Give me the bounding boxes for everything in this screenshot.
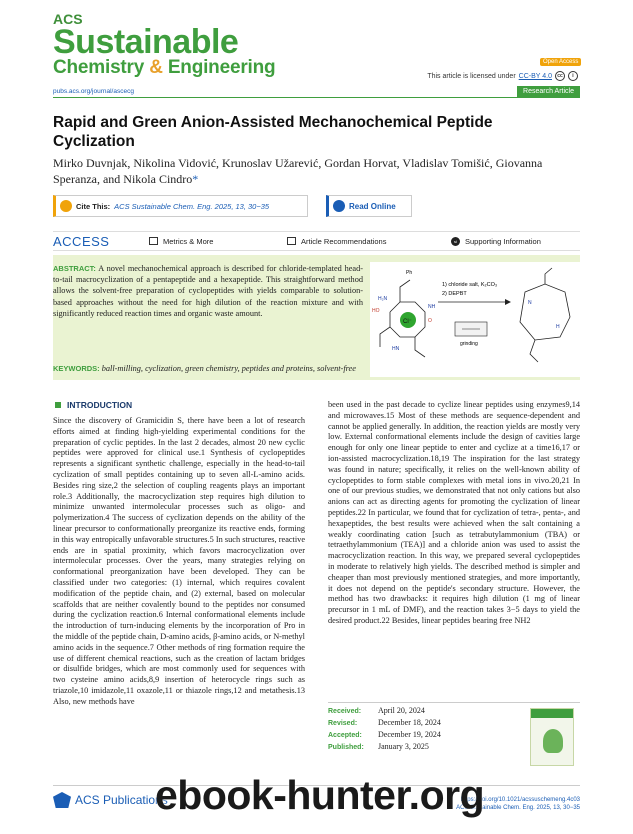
acs-publications-logo[interactable]: ACS Publications	[53, 792, 168, 808]
intro-right-column: been used in the past decade to cyclize linear peptides using enzymes9,14 and microwaves.15 Most of these methods are sequence-dependent and cannot be applied generally. In addition, the reaction yields are mostly very low. External conformational elements include the design of cavities large enough for only one linear peptide to enter and cyclize at a time16,17 or ion-assisted macrocyclization.18,19 The inspiration for the last strategy was found in nature; specifically, it relies on the well-known ability of cyclopeptides to form stable complexes with metal ions in vivo.20,21 In one of our previous studies, we demonstrated that not only cations but also anions can act as directing agents for promoting the cyclization of linear peptides.22 In particular, we found that for cyclization of tetra-, penta-, and hexapeptides, the best results were achieved when the salt containing a weakly coordinating cation [such as tetrabutylammonium (TBA) or tetraethylammonium (TEA)] and a chloride anion was used to assist the macrocyclization reaction. In this way, we prepared several cyclopeptides in moderate to relatively high yields. The described method is simpler and cheaper than most previously mentioned strategies, and more importantly, it does not depend on the peptide's secondary structure. However, the method has two drawbacks: it requires high dilution (1 mg of linear precursor in 1 mL of DMF), and the reaction takes 3−5 days to yield the desired product.22 Besides, linear peptides bearing free NH2	[328, 400, 580, 625]
dates-divider	[328, 702, 580, 703]
author-list: Mirko Duvnjak, Nikolina Vidović, Krunoslav Užarević, Gordan Horvat, Vladislav Tomišić, Giovanna Speranza, and Nikola Cindro*	[53, 156, 543, 186]
header-divider	[53, 97, 580, 98]
footer-ref: ACS Sustainable Chem. Eng. 2025, 13, 30−35	[456, 805, 580, 811]
watermark: ebook-hunter.org	[155, 772, 485, 818]
corresponding-author-mark[interactable]: *	[192, 172, 199, 186]
section-heading-introduction: INTRODUCTION	[55, 400, 132, 410]
journal-logo[interactable]	[53, 12, 275, 78]
access-label: ACCESS	[53, 233, 110, 249]
cite-this-box[interactable]	[53, 195, 308, 217]
toc-label-hn: HN	[392, 346, 400, 352]
revised-row: Revised: December 18, 2024	[328, 718, 441, 727]
section-square-icon	[55, 402, 61, 408]
abstract-label: ABSTRACT:	[53, 264, 96, 273]
quote-icon	[60, 200, 72, 212]
read-online-label: Read Online	[349, 201, 396, 211]
license-prefix: This article is licensed under	[427, 72, 516, 80]
abstract	[53, 263, 363, 319]
anion-label: Cl⁻	[403, 319, 412, 325]
keywords-list: ball-milling, cyclization, green chemistry, peptides and proteins, solvent-free	[101, 364, 356, 373]
article-type-badge: Research Article	[517, 86, 580, 97]
acs-shield-icon	[53, 792, 71, 808]
toc-grinding: grinding	[460, 341, 478, 347]
document-icon	[287, 237, 296, 245]
recommendations-link[interactable]: Article Recommendations	[287, 237, 386, 246]
cc-icon: cc	[555, 71, 565, 81]
toc-label-n: N	[528, 300, 532, 306]
toc-label-h2n: H₂N	[378, 296, 388, 302]
logo-chem-eng: Chemistry & Engineering	[53, 57, 276, 78]
keywords-label: KEYWORDS:	[53, 364, 100, 373]
toc-step-2: 2) DEPBT	[442, 291, 467, 297]
toc-label-nh: NH	[428, 304, 436, 310]
received-row: Received: April 20, 2024	[328, 706, 425, 715]
toc-label-ho: HO	[372, 308, 380, 314]
toc-label-h: H	[556, 324, 560, 330]
keywords	[53, 364, 356, 373]
tree-icon	[543, 729, 563, 753]
logo-sustainable: Sustainable	[53, 23, 239, 61]
toc-step-1: 1) chloride salt, K₂CO₃	[442, 282, 498, 288]
open-access-badge: Open Access	[540, 58, 581, 66]
toc-graphic	[370, 262, 580, 377]
book-icon	[333, 200, 345, 212]
intro-left-column: Since the discovery of Gramicidin S, there have been a lot of research efforts aimed at finding high-yielding experimental conditions for the preparation of cyclic peptides. In the last 2 decades, almost 20 new cyclic peptides were approved for clinical use.1 Synthesis of cyclopeptides represents a significant synthetic challenge, especially in the head-to-tail cyclization of small peptides containing up to seven all-L-amino acids. Besides ring size,2 the selection of coupling reagents plays an important role.3 Additionally, the macrocyclization step requires high dilution to minimize unwanted intermolecular processes such as oligo- and polymerization.4 The success of cyclization depends on the ability of the linear precursor to conformationally preorganize its reactive ends, forming in this way entropically unfavorable structures.5 In such structures, reactive ends are in spatial proximity, which favors macrocyclization over intermolecular processes. Over the years, many strategies relying on conformational preorganization have been developed. They can be classified under two categories: (1) internal, which requires covalent modification of the peptide chain, and (2) external, based on molecular scaffolds that are neither covalently bound to the peptides nor consumed during the cyclization reaction.6 Internal conformational elements include the introduction of turn-inducing elements by the incorporation of Pro in the middle of the peptide chain, D-amino acids, β-amino acids, or N-methyl amino acids in the sequence.7 Other methods of ring formation require the use of different chemical reactions, such as the creation of lactam bridges or disulfide bridges, which are most commonly used for sequences with two cysteine amino acids,8,9 insertion of heterocycle rings such as triazole,10 imidazole,11 oxazole,11 or thiazole rings,12 and metathesis.13 Also, new methods have	[53, 416, 305, 706]
article-title: Rapid and Green Anion-Assisted Mechanochemical Peptide Cyclization	[53, 114, 493, 150]
si-icon: si	[451, 237, 460, 246]
metrics-link[interactable]: Metrics & More	[149, 237, 213, 246]
bar-chart-icon	[149, 237, 158, 245]
accepted-row: Accepted: December 19, 2024	[328, 730, 441, 739]
supporting-info-link[interactable]: si Supporting Information	[451, 237, 541, 246]
footer-doi[interactable]: https://doi.org/10.1021/acssuschemeng.4c03	[460, 797, 580, 803]
read-online-button[interactable]	[326, 195, 412, 217]
by-icon: i	[568, 71, 578, 81]
access-bar	[53, 231, 580, 251]
journal-cover-thumbnail[interactable]	[530, 708, 574, 766]
license-notice	[427, 71, 578, 81]
publication-dates	[328, 705, 468, 753]
toc-label-ph: Ph	[406, 270, 413, 276]
license-link[interactable]: CC-BY 4.0	[518, 72, 552, 80]
journal-url[interactable]: pubs.acs.org/journal/ascecg	[53, 88, 134, 95]
cite-reference[interactable]: ACS Sustainable Chem. Eng. 2025, 13, 30−35	[114, 201, 270, 211]
toc-label-o: O	[428, 318, 432, 324]
cite-label: Cite This:	[76, 201, 111, 211]
abstract-body: A novel mechanochemical approach is described for chloride-templated head-to-tail macrocyclization of a pentapeptide and a hexapeptide. This straightforward method allows the solvent-free preparation of cyclopeptides with yields comparable to solution-based approaches without the need for high dilution of the reaction mixture and with significantly reduced reaction times and organic waste amount.	[53, 264, 363, 318]
cover-band	[531, 709, 573, 718]
published-row: Published: January 3, 2025	[328, 742, 429, 751]
logo-acs: ACS	[53, 11, 83, 27]
